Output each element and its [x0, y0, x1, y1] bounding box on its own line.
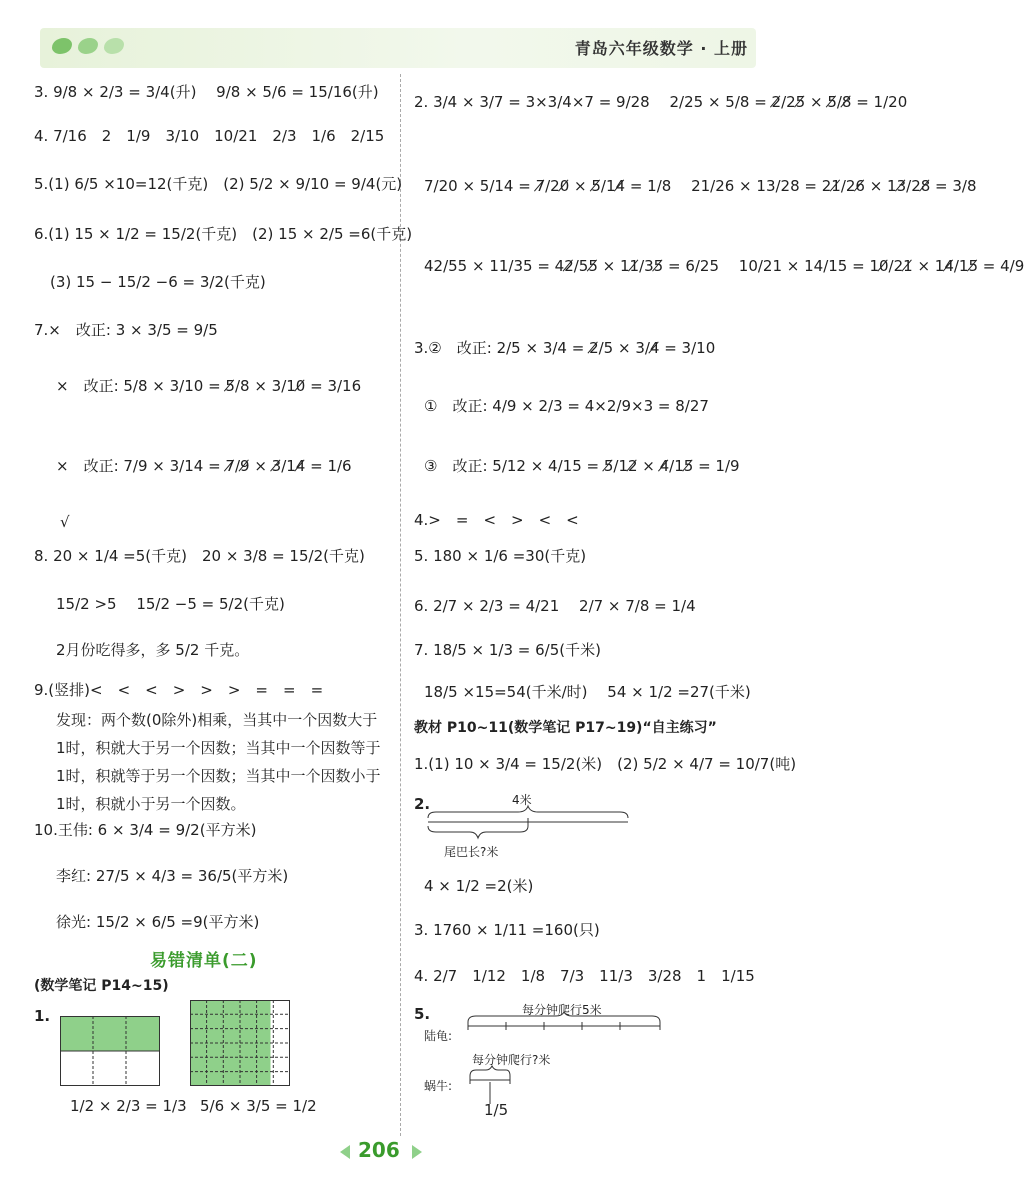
right-q4: 4.> = < > < <: [414, 511, 579, 529]
snail-speed-label: 每分钟爬行?米: [472, 1053, 551, 1067]
fraction-grid-2: [190, 1000, 290, 1086]
leaf-icon: [104, 38, 124, 54]
left-q6b: (3) 15 − 15/2 −6 = 3/2(千克): [50, 273, 266, 291]
next-page-arrow-icon: [412, 1145, 422, 1159]
left-q9a: 9.(竖排)< < < > > > = = =: [34, 681, 324, 699]
right-q7b: 18/5 ×15=54(千米/时) 54 × 1/2 =27(千米): [424, 683, 751, 701]
grid-2-equation: 5/6 × 3/5 = 1/2: [200, 1097, 317, 1115]
left-q8c: 2月份吃得多，多 5/2 千克。: [56, 641, 250, 659]
textbook-q4: 4. 2/7 1/12 1/8 7/3 11/3 3/28 1 1/15: [414, 967, 755, 985]
left-q10a: 10.王伟: 6 × 3/4 = 9/2(平方米): [34, 821, 257, 839]
textbook-q5-number: 5.: [414, 1005, 431, 1023]
page-number: 206: [358, 1138, 400, 1162]
section-title: 易错清单(二): [150, 951, 258, 971]
right-q5: 5. 180 × 1/6 =30(千克): [414, 547, 587, 565]
diagram-top-label: 4米: [512, 793, 532, 807]
fraction-grid-1: [60, 1016, 160, 1086]
right-q7a: 7. 18/5 × 1/3 = 6/5(千米): [414, 641, 601, 659]
tail-length-diagram: [426, 806, 630, 842]
left-q10c: 徐光: 15/2 × 6/5 =9(平方米): [56, 913, 260, 931]
left-q3: 3. 9/8 × 2/3 = 3/4(升) 9/8 × 5/6 = 15/16(升): [34, 83, 379, 101]
textbook-q2-number: 2.: [414, 795, 431, 813]
shaded-area: [61, 1017, 160, 1051]
right-q3c: ③ 改正: 5/12 × 4/15 = 5̸/12̸ × 4̸/15̸ = 1/9: [424, 457, 740, 475]
textbook-q2-equation: 4 × 1/2 =2(米): [424, 877, 534, 895]
left-q7a: 7.× 改正: 3 × 3/5 = 9/5: [34, 321, 218, 339]
left-q9b: 发现：两个数(0除外)相乘，当其中一个因数大于1时，积就大于另一个因数；当其中一个因数等于1时，积就等于另一个因数；当其中一个因数小于1时，积就小于另一个因数。: [56, 711, 381, 813]
right-q2a: 2. 3/4 × 3/7 = 3×3/4×7 = 9/28 2/25 × 5/8 = 2̸/25̸ × 5̸/8̸ = 1/20: [414, 93, 908, 111]
right-q6: 6. 2/7 × 2/3 = 4/21 2/7 × 7/8 = 1/4: [414, 597, 696, 615]
textbook-q1: 1.(1) 10 × 3/4 = 15/2(米) (2) 5/2 × 4/7 = 10/7(吨): [414, 755, 797, 773]
left-q7d: √: [60, 513, 70, 531]
snail-fraction: 1/5: [484, 1101, 509, 1119]
left-q7b: × 改正: 5/8 × 3/10 = 5̸/8 × 3/10̸ = 3/16: [56, 377, 362, 395]
diagram-bottom-label: 尾巴长?米: [444, 845, 499, 859]
right-q2b: 7/20 × 5/14 = 7̸/20̸ × 5̸/14̸ = 1/8 21/26 × 13/28 = 21̸/26̸ × 13̸/28̸ = 3/8: [424, 177, 977, 195]
snail-label: 蜗牛:: [424, 1079, 453, 1093]
header-title: 青岛六年级数学 · 上册: [574, 39, 748, 58]
tortoise-bar-diagram: [466, 1014, 662, 1040]
left-q8a: 8. 20 × 1/4 =5(千克) 20 × 3/8 = 15/2(千克): [34, 547, 365, 565]
right-q2c: 42/55 × 11/35 = 42̸/55̸ × 11̸/35̸ = 6/25 10/21 × 14/15 = 10̸/21̸ × 14̸/15̸ = 4/9: [424, 257, 1024, 275]
left-q7c: × 改正: 7/9 × 3/14 = 7̸/9̸ × 3̸/14̸ = 1/6: [56, 457, 352, 475]
textbook-q3: 3. 1760 × 1/11 =160(只): [414, 921, 600, 939]
left-q1-number: 1.: [34, 1007, 51, 1025]
left-q5: 5.(1) 6/5 ×10=12(千克) (2) 5/2 × 9/10 = 9/4(元): [34, 175, 403, 193]
leaf-icon: [52, 38, 72, 54]
prev-page-arrow-icon: [340, 1145, 350, 1159]
grid-1-equation: 1/2 × 2/3 = 1/3: [70, 1097, 187, 1115]
left-q6a: 6.(1) 15 × 1/2 = 15/2(千克) (2) 15 × 2/5 =6(千克): [34, 225, 413, 243]
left-q4: 4. 7/16 2 1/9 3/10 10/21 2/3 1/6 2/15: [34, 127, 385, 145]
left-q8b: 15/2 >5 15/2 −5 = 5/2(千克): [56, 595, 285, 613]
right-q3b: ① 改正: 4/9 × 2/3 = 4×2/9×3 = 8/27: [424, 397, 709, 415]
leaf-icon: [78, 38, 98, 54]
tortoise-speed-label: 每分钟爬行5米: [522, 1003, 602, 1017]
textbook-ref: 教材 P10~11(数学笔记 P17~19)“自主练习”: [414, 720, 717, 736]
left-q10b: 李红: 27/5 × 4/3 = 36/5(平方米): [56, 867, 289, 885]
tortoise-label: 陆龟:: [424, 1029, 453, 1043]
right-q3a: 3.② 改正: 2/5 × 3/4 = 2̸/5 × 3/4̸ = 3/10: [414, 339, 716, 357]
note-ref: (数学笔记 P14~15): [34, 978, 169, 994]
